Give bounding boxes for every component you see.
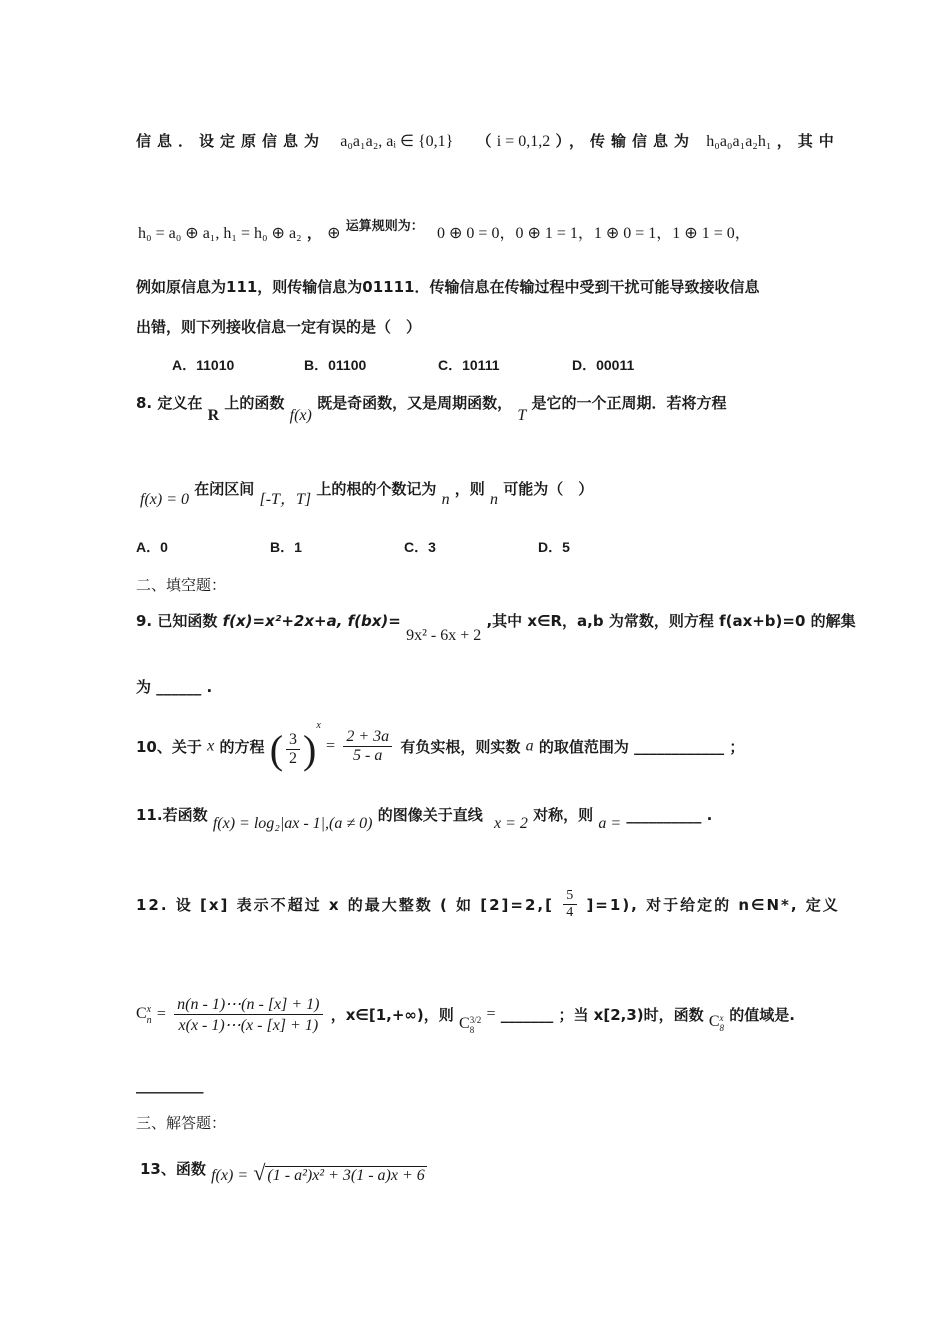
q9-line-2	[136, 676, 212, 697]
q12-math-c: C x n	[136, 1003, 152, 1026]
q12-line-1	[136, 888, 840, 921]
q9-line-1	[136, 610, 856, 644]
q11-text: 对称，则	[533, 806, 594, 824]
q8-text: 8. 定义在	[136, 394, 203, 412]
q10-text: 的取值范围为	[538, 738, 629, 756]
q10-equals: =	[326, 737, 336, 755]
q12-equals-2: =	[486, 1005, 496, 1023]
q10-math-a: a	[525, 737, 534, 755]
q11-text: .	[706, 806, 713, 824]
q8-text: 上的函数	[224, 394, 285, 412]
q7-text: ，	[306, 224, 322, 242]
q8-math-r: R	[207, 407, 220, 424]
q10-text: ；	[729, 738, 745, 756]
q8-math-t: T	[517, 407, 527, 424]
q8-text: 是它的一个正周期．若将方程	[531, 394, 727, 412]
q8-math-n2: n	[490, 491, 499, 508]
q11-math-a: a =	[598, 815, 622, 832]
q11-math-line: x = 2	[493, 815, 528, 832]
q10-text: 的方程	[219, 738, 265, 756]
q10-exponent: x	[316, 720, 321, 731]
q8-math-interval: [-T，T]	[259, 491, 312, 508]
q8-line-2	[140, 476, 594, 508]
q7-math-original: a₀a₁a₂, aᵢ ∈ {0,1}	[340, 133, 454, 150]
q8-text: 上的根的个数记为	[316, 480, 437, 498]
q13-text: 13、函数	[140, 1160, 206, 1178]
section-2-heading: 二、填空题：	[136, 576, 227, 594]
q8-line-1	[136, 392, 727, 424]
q7-line-4: 出错，则下列接收信息一定有误的是（ ）	[136, 318, 422, 336]
q7-text: 信息．设定原信息为	[136, 132, 326, 150]
q8-math-eq: f(x) = 0	[140, 491, 189, 508]
q8-text: 在闭区间	[194, 480, 255, 498]
q11-text: 11.若函数	[136, 806, 208, 824]
q8-option-b: B．1	[270, 539, 302, 555]
q10-math-x: x	[207, 737, 215, 755]
q12-math-c8x: C x 8	[708, 1012, 725, 1033]
q12-line-2	[136, 994, 795, 1035]
q7-math-index: i = 0,1,2	[496, 133, 551, 150]
q12-math-c8: C 3/2 8	[459, 1014, 482, 1035]
q9-text: 9. 已知函数	[136, 612, 223, 630]
q12-answer-blank-2[interactable]: _________	[136, 1076, 204, 1094]
q12-equals: =	[156, 1005, 166, 1023]
q9-math-fx: f(x)=x²+2x+a, f(bx)=	[222, 612, 401, 630]
q10-rhs-fraction: $\frac{2 + 3a}{5 - a}$	[343, 728, 392, 765]
q7-option-a: A．11010	[172, 357, 235, 373]
q10-text: 10、关于	[136, 738, 202, 756]
q12-fraction-5-4: $\frac{5}{4}$	[563, 888, 577, 921]
q7-text: ），传输信息为	[555, 132, 696, 150]
q8-option-a: A．0	[136, 539, 168, 555]
q9-answer-blank[interactable]: ______	[156, 678, 202, 696]
q7-math-xor: ⊕	[327, 225, 341, 242]
q10-line	[136, 720, 744, 773]
q12-definition-fraction: $\frac{n(n - 1)\cdots(n - [x] + 1)}{x(x - 1)\cdots(x - [x] + 1)}$	[174, 994, 322, 1035]
q13-math-sqrt: √ (1 - a²)x² + 3(1 - a)x + 6	[253, 1160, 425, 1185]
q13-math-fx: f(x) =	[211, 1167, 249, 1184]
q7-text: ，其中	[776, 132, 840, 150]
q10-power: ( $\frac{3}{2}$ )$^x$	[269, 720, 321, 772]
q7-option-d: D．00011	[572, 357, 635, 373]
q7-line-1	[136, 130, 840, 151]
q13-line	[140, 1154, 427, 1185]
q7-math-h: h₀ = a₀ ⊕ a₁, h₁ = h₀ ⊕ a₂	[138, 225, 302, 242]
q12-text: ]=1), 对于给定的 n∈N*, 定义	[586, 896, 840, 914]
q9-math-fbx: 9x² - 6x + 2	[406, 627, 482, 644]
q7-math-transmit: h₀a₀a₁a₂h₁	[706, 133, 772, 150]
q9-text: 为	[136, 678, 152, 696]
q10-base-fraction: $\frac{3}{2}$	[286, 731, 300, 768]
q12-text: 的值域是.	[729, 1006, 795, 1024]
q11-line	[136, 804, 713, 832]
q12-text: ，x∈[1,+∞)，则	[330, 1006, 454, 1024]
q9-text: ,其中 x∈R，a,b 为常数，则方程 f(ax+b)=0 的解集	[486, 612, 856, 630]
q11-text: 的图像关于直线	[377, 806, 483, 824]
q7-line-2	[138, 220, 751, 243]
q8-math-fx: f(x)	[289, 407, 312, 424]
q10-text: 有负实根，则实数	[400, 738, 521, 756]
q7-option-b: B．01100	[304, 357, 367, 373]
q8-math-n: n	[441, 491, 450, 508]
q12-answer-blank-1[interactable]: _______	[500, 1005, 554, 1024]
q11-math-fx: f(x) = log₂|ax - 1|,(a ≠ 0)	[212, 815, 373, 832]
q8-option-d: D．5	[538, 539, 570, 555]
q8-option-c: C．3	[404, 539, 436, 555]
q7-math-rules: 0 ⊕ 0 = 0，0 ⊕ 1 = 1，1 ⊕ 0 = 1，1 ⊕ 1 = 0，	[437, 225, 751, 242]
section-3-heading: 三、解答题：	[136, 1114, 227, 1132]
q7-line-3: 例如原信息为111，则传输信息为01111．传输信息在传输过程中受到干扰可能导致接收信息	[136, 278, 760, 296]
q12-text: ；当 x[2,3)时，函数	[558, 1006, 704, 1024]
q9-text: .	[206, 678, 213, 696]
q7-option-c: C．10111	[438, 357, 500, 373]
q8-text: ，则	[454, 480, 485, 498]
q8-text: 既是奇函数，又是周期函数，	[317, 394, 513, 412]
q11-answer-blank[interactable]: __________	[626, 806, 702, 824]
q7-text: 运算规则为：	[345, 219, 424, 234]
q12-text: 12. 设 [x] 表示不超过 x 的最大整数 ( 如 [2]=2,[	[136, 896, 554, 914]
q8-text: 可能为（ ）	[503, 480, 594, 498]
q7-text: （	[476, 132, 492, 150]
q10-answer-blank[interactable]: ____________	[634, 737, 725, 756]
